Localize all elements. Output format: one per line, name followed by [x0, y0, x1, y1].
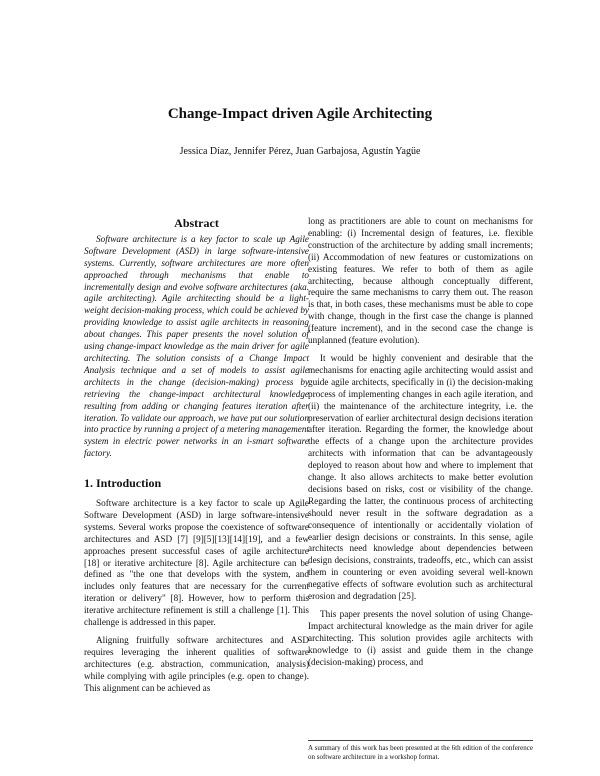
intro-paragraph-1: Software architecture is a key factor to scale up Agile Software Development (ASD) in large software-intensive systems. Several works propose the coexistence of software architectures and ASD [7] [9][5][13][14][19], and a few approaches present successful cases of agile architecture [18] or iterative architecture [8]. Agile architecture can be defined as "the one that develops with the system, and includes only features that are necessary for the current iteration or delivery" [8]. However, how to perform this iterative architecture refinement is still a challenge [1]. This challenge is addressed in this paper.: [84, 498, 309, 628]
left-column: [84, 218, 309, 701]
footnote: A summary of this work has been presented at the 6th edition of the conference on software architecture in a workshop format.: [308, 740, 533, 761]
paper-title: Change-Impact driven Agile Architecting: [167, 106, 433, 122]
right-paragraph-3: This paper presents the novel solution of using Change-Impact architectural knowledge as the main driver for agile architecting. This solution provides agile architects with knowledge to (i) assist and guide them in the change (decision-making) process, and: [308, 609, 533, 667]
abstract-text: Software architecture is a key factor to scale up Agile Software Development (ASD) in large software-intensive systems. Currently, software architectures are more often approached through mechanisms that enable to incrementally design and evolve software architectures (aka. agile architecting). Agile architecting should be a light-weight decision-making process, which could be achieved by providing knowledge to assist agile architects in reasoning about changes. This paper presents the novel solution of using change-impact knowledge as the main driver for agile architecting. The solution consists of a Change Impact Analysis technique and a set of models to assist agile architects in the change (decision-making) process by retrieving the change-impact architectural knowledge resulting from adding or changing features iteration after iteration. To validate our approach, we have put our solution into practice by running a project of a metering management system in electric power networks in an i-smart software factory.: [84, 233, 309, 459]
intro-paragraph-2: Aligning fruitfully software architectures and ASD requires leveraging the inherent qualities of software architectures (e.g. abstraction, communication, analysis) while complying with agile principles (e.g. open to change). This alignment can be achieved as: [84, 635, 309, 693]
abstract-heading: Abstract: [174, 216, 219, 230]
right-paragraph-2: It would be highly convenient and desirable that the mechanisms for enacting agile architecting would assist and guide agile architects, specifically in (i) the decision-making process of implementing changes in each agile iteration, and (ii) the maintenance of the architecture integrity, i.e. the preservation of earlier architectural design decisions iteration after iteration. Regarding the former, the knowledge about the effects of a change upon the architecture provides architects with information that can be advantageously deployed to reason about how and where to implement that change. It also allows architects to make better evolution decisions based on risks, cost or visibility of the change. Regarding the latter, the continuous process of architecting should never result in the software degradation as a consequence of intentionally or accidentally violation of earlier design decisions or constraints. In this sense, agile architects need knowledge about dependencies between design decisions, constraints, tradeoffs, etc., which can assist them in countering or even avoiding several well-known negative effects of software evolution such as architectural erosion and degradation [25].: [308, 352, 533, 602]
right-paragraph-1: long as practitioners are able to count on mechanisms for enabling: (i) Incremental design of features, i.e. flexible construction of the architecture by adding small increments; (ii) Accommodation of new features or customizations on existing features. We refer to both of them as agile architecting, because although conceptually different, require the same mechanisms to carry them out. The reason is that, in both cases, these mechanisms must be able to cope with change, though in the first case the change is planned (feature increment), and in the second case the change is unplanned (feature evolution).: [308, 216, 533, 346]
right-column: [308, 216, 533, 675]
introduction-heading: 1. Introduction: [84, 476, 162, 491]
author-list: Jessica Díaz, Jennifer Pérez, Juan Garbajosa, Agustín Yagüe: [179, 146, 421, 157]
